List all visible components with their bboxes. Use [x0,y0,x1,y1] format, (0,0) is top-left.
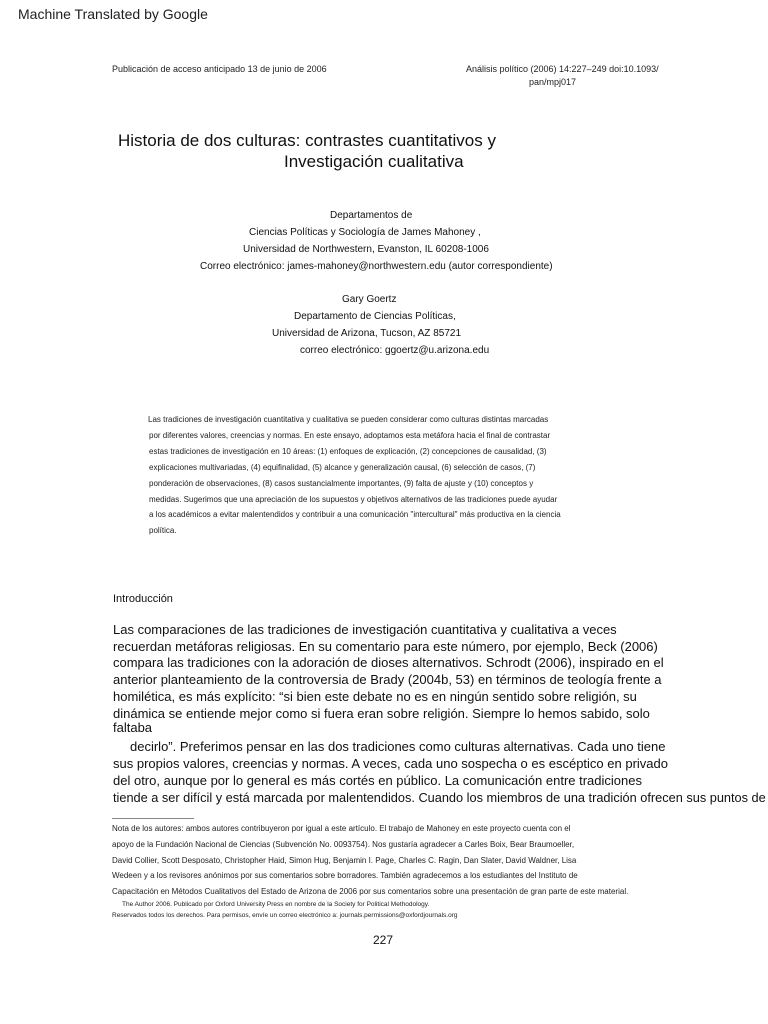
abstract-line: explicaciones multivariadas, (4) equifinalidad, (5) alcance y generalización causal, (6) selección de casos, (7) [149,463,536,472]
footnote-line: apoyo de la Fundación Nacional de Ciencias (Subvención No. 0093754). Nos gustaría agradecer a Carles Boix, Bear Braumoeller, [112,840,575,849]
abstract-line: política. [149,526,177,535]
body-line: homilética, es más explícito: “si bien este debate no es en ningún sentido sobre religión, su [113,689,637,704]
body-line: decirlo”. Preferimos pensar en las dos tradiciones como culturas alternativas. Cada uno tiene [130,739,666,754]
body-line: dinámica se entiende mejor como si fuera eran sobre religión. Siempre lo hemos sabido, solo [113,706,650,721]
body-line: recuerdan metáforas religiosas. En su comentario para este número, por ejemplo, Beck (2006) [113,639,658,654]
paper-title-line1: Historia de dos culturas: contrastes cuantitativos y [118,131,496,150]
body-line: sus propios valores, creencias y normas. A veces, cada uno sospecha o es escéptico en privado [113,756,668,771]
footnote-line: Wedeen y a los revisores anónimos por sus comentarios sobre borradores. También agradecemos a los estudiantes del Instituto de [112,871,578,880]
author2-email: correo electrónico: ggoertz@u.arizona.edu [300,345,490,356]
paper-title-line2: Investigación cualitativa [284,152,464,171]
abstract-line: Las tradiciones de investigación cuantitativa y cualitativa se pueden considerar como culturas distintas marcadas [148,415,549,424]
body-line: compara las tradiciones con la adoración de dioses alternativos. Schrodt (2006), inspirado en el [113,655,664,670]
author2-name: Gary Goertz [342,294,397,305]
abstract-line: medidas. Sugerimos que una apreciación de los supuestos y objetivos alternativos de las tradiciones puede ayudar [149,495,558,504]
publication-date-header: Publicación de acceso anticipado 13 de junio de 2006 [112,64,327,74]
footnote-divider [112,818,194,819]
abstract-line: a los académicos a evitar malentendidos y contribuir a una comunicación "intercultural" más productiva en la ciencia [149,510,561,519]
author2-university: Universidad de Arizona, Tucson, AZ 85721 [272,328,462,339]
machine-translated-banner: Machine Translated by Google [18,6,208,22]
permissions-line: Reservados todos los derechos. Para permisos, envíe un correo electrónico a: journals.permissions@oxfordjournals.org [112,912,458,919]
copyright-line: The Author 2006. Publicado por Oxford University Press en nombre de la Society for Political Methodology. [122,901,430,908]
abstract-line: estas tradiciones de investigación en 10 áreas: (1) enfoques de explicación, (2) concepciones de causalidad, (3) [149,447,547,456]
body-line: faltaba [113,720,153,735]
abstract-line: por diferentes valores, creencias y normas. En este ensayo, adoptamos esta metáfora hacia el final de contrastar [149,431,551,440]
author1-dept-label: Departamentos de [330,210,413,221]
body-line: del otro, aunque por lo general es más cortés en público. La comunicación entre tradiciones [113,773,642,788]
page-number: 227 [373,933,394,947]
author1-affiliation: Ciencias Políticas y Sociología de James Mahoney , [249,227,481,238]
author2-dept: Departamento de Ciencias Políticas, [294,311,456,322]
body-line: anterior planteamiento de la controversia de Brady (2004b, 53) en términos de teología frente a [113,672,662,687]
footnote-line: Nota de los autores: ambos autores contribuyeron por igual a este artículo. El trabajo de Mahoney en este proyecto cuenta con el [112,824,571,833]
author1-university: Universidad de Northwestern, Evanston, IL 60208-1006 [243,244,489,255]
body-line: tiende a ser difícil y está marcada por malentendidos. Cuando los miembros de una tradición ofrecen sus puntos de [113,790,766,805]
section-heading-introduction: Introducción [113,593,173,605]
journal-citation-header-cont: pan/mpj017 [529,77,577,87]
abstract-line: ponderación de observaciones, (8) casos sustancialmente importantes, (9) falta de ajuste y (10) conceptos y [149,479,534,488]
footnote-line: Capacitación en Métodos Cualitativos del Estado de Arizona de 2006 por sus comentarios sobre una presentación de gran parte de este material. [112,887,629,896]
body-line: Las comparaciones de las tradiciones de investigación cuantitativa y cualitativa a veces [113,622,617,637]
author1-email: Correo electrónico: james-mahoney@northwestern.edu (autor correspondiente) [200,261,553,272]
footnote-line: David Collier, Scott Desposato, Christopher Haid, Simon Hug, Benjamin I. Page, Charles C. Ragin, Dan Slater, David Waldner, Lisa [112,856,577,865]
journal-citation-header: Análisis político (2006) 14:227–249 doi:10.1093/ [466,64,659,74]
